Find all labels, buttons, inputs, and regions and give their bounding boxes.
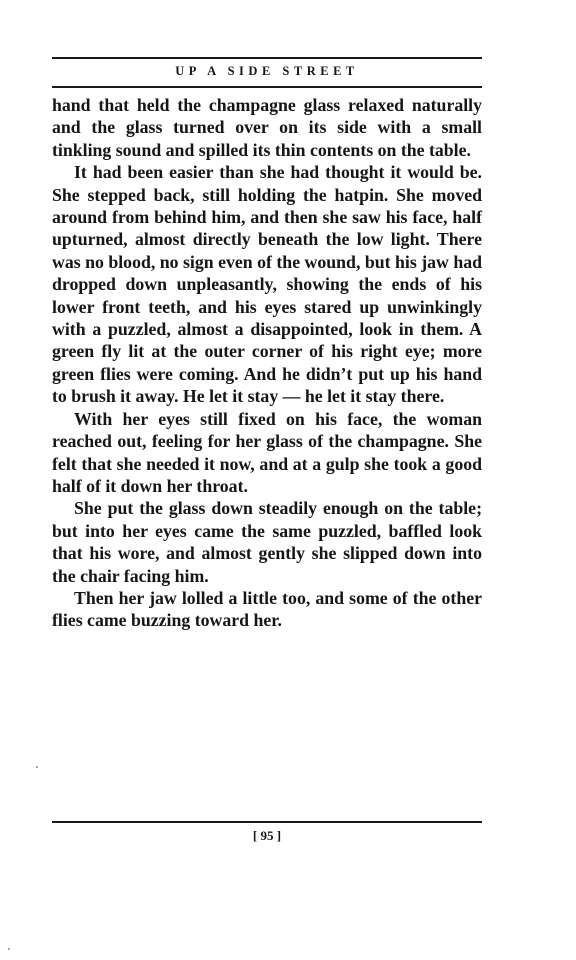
paragraph-2: It had been easier than she had thought it would be. She stepped back, still holding the hatpin. She moved around from behind him, and then she saw his face, half upturned, almost directly beneath the low light. There was no blood, no sign even of the wound, but his jaw had dropped down unpleasantly, showing the ends of his lower front teeth, and his eyes stared up unwinkingly with a puzzled, almost a disappointed, look in them. A green fly lit at the outer corner of his right eye; more green flies were coming. And he didn’t put up his hand to brush it away. He let it stay — he let it stay there. [52, 162, 482, 407]
page-number: [ 95 ] [252, 828, 282, 843]
foot-rule [52, 821, 482, 823]
scan-speck [8, 948, 10, 950]
running-head: UP A SIDE STREET [175, 64, 359, 78]
paragraph-4: She put the glass down steadily enough on the table; but into her eyes came the same puzzled, baffled look that his wore, and almost gently she slipped down into the chair facing him. [52, 498, 482, 586]
paragraph-5: Then her jaw lolled a little too, and some of the other flies came buzzing toward her. [52, 587, 482, 631]
top-rule [52, 57, 482, 59]
paragraph-1: hand that held the champagne glass relaxed naturally and the glass turned over on its side with a small tinkling sound and spilled its thin contents on the table. [52, 95, 482, 160]
body-text [52, 94, 482, 632]
book-page [52, 52, 482, 912]
paragraph-3: With her eyes still fixed on his face, the woman reached out, feeling for her glass of the champagne. She felt that she needed it now, and at a gulp she took a good half of it down her throat. [52, 408, 482, 496]
scan-speck [36, 766, 38, 768]
head-rule [52, 86, 482, 88]
